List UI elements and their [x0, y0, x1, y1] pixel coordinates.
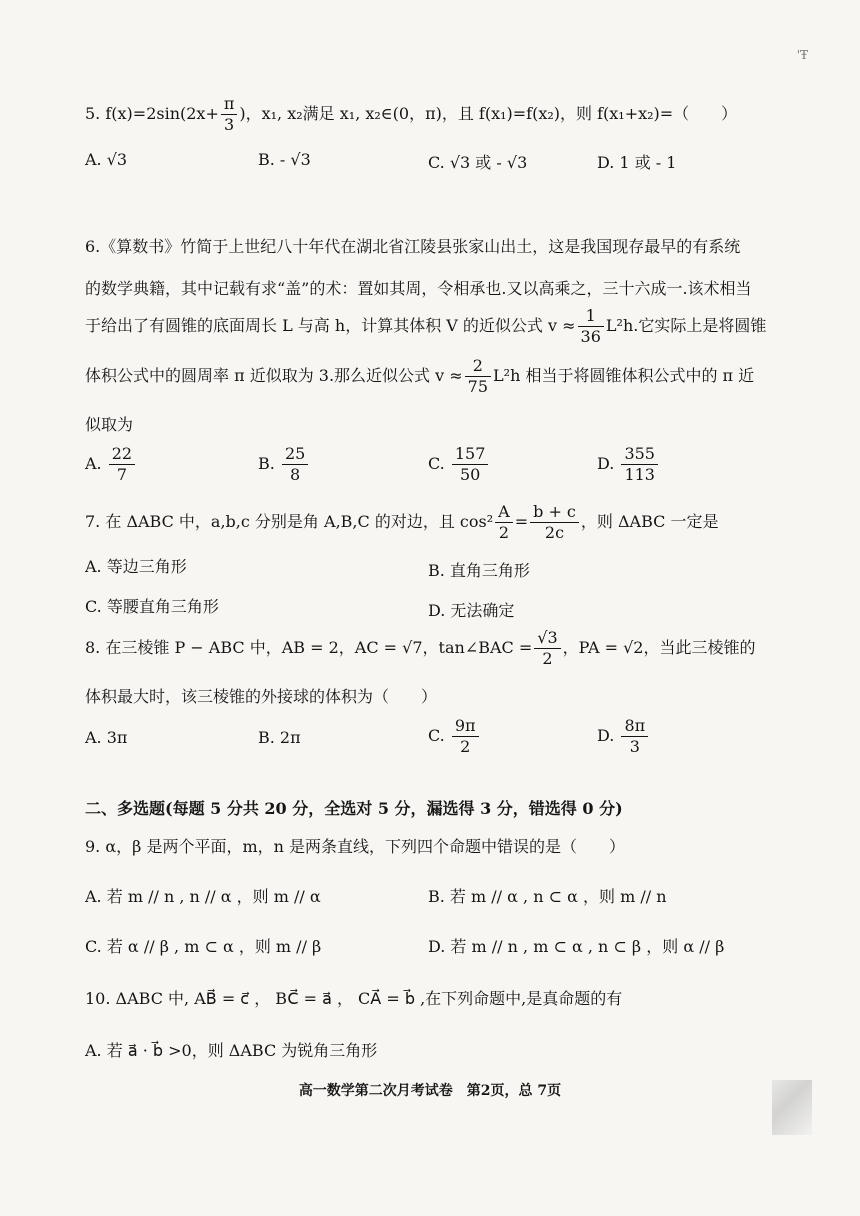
q6-opt-b-fraction	[282, 444, 308, 485]
q7-post: ，则 ΔABC 一定是	[580, 512, 719, 531]
q5-post: )，x₁, x₂满足 x₁, x₂∈(0，π)，且 f(x₁)=f(x₂)，则 f(x₁+x₂)=（ ）	[239, 104, 738, 123]
q6-opt-c-num: 157	[452, 444, 489, 465]
question-8-stem	[85, 628, 755, 669]
q7-f1-den: 2	[498, 523, 510, 542]
q7-f1-num: A	[495, 502, 513, 523]
q6-opt-c-den: 50	[459, 465, 481, 484]
question-10-stem: 10. ΔABC 中, AB⃗ = c⃗ ， BC⃗ = a⃗ ， CA⃗ = b⃗ ,在下列命题中,是真命题的有	[85, 989, 623, 1008]
scan-smudge	[772, 1080, 812, 1135]
q7-fraction-2	[530, 502, 579, 543]
q6-line4-pre: 体积公式中的圆周率 π 近似取为 3.那么近似公式 v ≈	[85, 366, 463, 385]
q5-fraction	[221, 94, 238, 135]
corner-mark: 'Ŧ	[796, 48, 808, 62]
q5-option-a: A. √3	[85, 150, 128, 169]
q5-frac-den: 3	[224, 115, 235, 134]
q6-opt-d-num: 355	[621, 444, 658, 465]
q6-line-4	[85, 356, 754, 397]
q6-option-a	[85, 444, 137, 485]
q6-opt-a-num: 22	[109, 444, 135, 465]
q8-post: ，PA = √2，当此三棱锥的	[562, 638, 756, 657]
q6-line3-post: L²h.它实际上是将圆锥	[605, 316, 767, 335]
q6-option-b	[258, 444, 310, 485]
q5-frac-num: π	[221, 94, 238, 115]
q6-line-5: 似取为	[85, 415, 134, 434]
q10-option-a: A. 若 a⃗ · b⃗ >0，则 ΔABC 为锐角三角形	[85, 1041, 378, 1060]
q6-opt-a-label: A.	[85, 454, 102, 473]
q9-option-a: A. 若 m // n , n // α ，则 m // α	[85, 887, 321, 906]
q8-opt-c-den: 2	[460, 737, 471, 756]
q6-opt-b-label: B.	[258, 454, 275, 473]
q7-fraction-1	[495, 502, 513, 543]
q6-line4-post: L²h 相当于将圆锥体积公式中的 π 近	[493, 366, 755, 385]
question-9-stem: 9. α，β 是两个平面，m，n 是两条直线，下列四个命题中错误的是（ ）	[85, 837, 626, 856]
q6-opt-b-den: 8	[290, 465, 301, 484]
q9-option-d: D. 若 m // n , m ⊂ α , n ⊂ β ，则 α // β	[428, 937, 725, 956]
q5-option-d: D. 1 或 - 1	[597, 153, 677, 172]
q9-option-c: C. 若 α // β , m ⊂ α ，则 m // β	[85, 937, 322, 956]
q8-option-b: B. 2π	[258, 728, 301, 747]
q8-opt-d-label: D.	[597, 726, 615, 745]
q6-line-2: 的数学典籍，其中记载有求“盖”的术：置如其周，令相承也.又以高乘之，三十六成一.该术相当	[85, 279, 752, 298]
question-5-stem	[85, 94, 737, 135]
q7-pre: 7. 在 ΔABC 中，a,b,c 分别是角 A,B,C 的对边，且 cos²	[85, 512, 494, 531]
q7-option-c: C. 等腰直角三角形	[85, 597, 219, 616]
q8-opt-d-fraction	[621, 716, 648, 757]
q5-option-c: C. √3 或 - √3	[428, 153, 528, 172]
q7-eq: =	[514, 512, 529, 531]
q6-opt-d-fraction	[621, 444, 658, 485]
q7-f2-den: 2c	[544, 523, 565, 542]
q6-opt-a-fraction	[109, 444, 135, 485]
q6-line4-den: 75	[467, 377, 489, 396]
q7-option-d: D. 无法确定	[428, 601, 515, 620]
q6-option-d	[597, 444, 660, 485]
q6-line3-den: 36	[580, 327, 601, 346]
q6-opt-d-label: D.	[597, 454, 615, 473]
q8-option-d	[597, 716, 650, 757]
q6-line3-pre: 于给出了有圆锥的底面周长 L 与高 h，计算其体积 V 的近似公式 v ≈	[85, 316, 576, 335]
q6-opt-c-label: C.	[428, 454, 445, 473]
q6-line-1: 6.《算数书》竹简于上世纪八十年代在湖北省江陵县张家山出土，这是我国现存最早的有系统	[85, 237, 741, 256]
q8-option-c	[428, 716, 481, 757]
q6-line3-num: 1	[578, 306, 604, 327]
q8-fraction	[534, 628, 560, 669]
q8-opt-d-den: 3	[629, 737, 640, 756]
page-footer: 高一数学第二次月考试卷 第2页，总 7页	[298, 1083, 562, 1099]
q6-line4-fraction	[465, 356, 491, 397]
q8-pre: 8. 在三棱锥 P − ABC 中，AB = 2，AC = √7，tan∠BAC =	[85, 638, 533, 657]
q8-opt-c-label: C.	[428, 726, 445, 745]
q6-opt-c-fraction	[452, 444, 489, 485]
question-7-stem	[85, 502, 718, 543]
q7-f2-num: b + c	[530, 502, 579, 523]
q6-opt-d-den: 113	[624, 465, 655, 484]
q5-pre: 5. f(x)=2sin(2x+	[85, 104, 219, 123]
q8-opt-d-num: 8π	[621, 716, 648, 737]
section-2-heading: 二、多选题(每题 5 分共 20 分，全选对 5 分，漏选得 3 分，错选得 0 分)	[85, 799, 623, 818]
q6-line-3	[85, 306, 766, 347]
q8-f-num: √3	[534, 628, 560, 649]
q8-option-a: A. 3π	[85, 728, 128, 747]
q8-opt-c-num: 9π	[452, 716, 479, 737]
q8-line-2: 体积最大时，该三棱锥的外接球的体积为（ ）	[85, 687, 438, 706]
q6-line3-fraction	[578, 306, 604, 347]
q7-option-b: B. 直角三角形	[428, 561, 530, 580]
q8-f-den: 2	[542, 649, 553, 668]
q6-opt-b-num: 25	[282, 444, 308, 465]
q7-option-a: A. 等边三角形	[85, 557, 187, 576]
q5-option-b: B. - √3	[258, 150, 311, 169]
q6-option-c	[428, 444, 490, 485]
q9-option-b: B. 若 m // α , n ⊂ α ，则 m // n	[428, 887, 667, 906]
q6-opt-a-den: 7	[116, 465, 127, 484]
q8-opt-c-fraction	[452, 716, 479, 757]
q6-line4-num: 2	[465, 356, 491, 377]
